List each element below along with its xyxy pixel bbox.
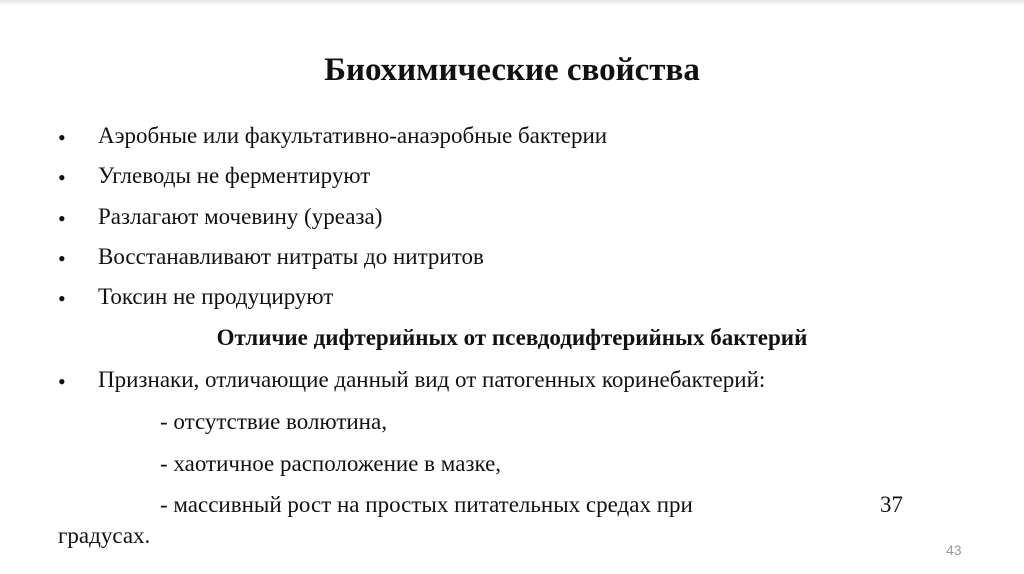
bullet-item-aerobic: Аэробные или факультативно-анаэробные бактерии <box>98 123 608 148</box>
slide-subheading: Отличие дифтерийных от псевдодифтерийных бактерий <box>216 325 808 350</box>
feature-item-volutin: - отсутствие волютина, <box>160 409 387 434</box>
feature-continuation: градусах. <box>58 523 151 548</box>
slide-title: Биохимические свойства <box>324 52 700 88</box>
bullet-item-carbohydrates: Углеводы не ферментируют <box>98 163 371 188</box>
bullet-marker: • <box>58 286 66 311</box>
features-intro: Признаки, отличающие данный вид от патогенных коринебактерий: <box>98 367 766 392</box>
feature-temperature: 37 <box>880 492 903 517</box>
page-number: 43 <box>946 542 962 558</box>
bullet-item-toxin: Токсин не продуцируют <box>98 284 334 309</box>
slide-top-edge <box>0 0 1024 6</box>
feature-item-arrangement: - хаотичное расположение в мазке, <box>160 451 502 476</box>
bullet-marker: • <box>58 246 66 271</box>
bullet-marker: • <box>58 165 66 190</box>
bullet-marker: • <box>58 206 66 231</box>
bullet-item-urease: Разлагают мочевину (уреаза) <box>98 204 383 229</box>
bullet-marker: • <box>58 125 66 150</box>
feature-item-growth: - массивный рост на простых питательных средах при <box>160 492 693 517</box>
bullet-item-nitrates: Восстанавливают нитраты до нитритов <box>98 244 484 269</box>
bullet-marker: • <box>58 369 66 394</box>
